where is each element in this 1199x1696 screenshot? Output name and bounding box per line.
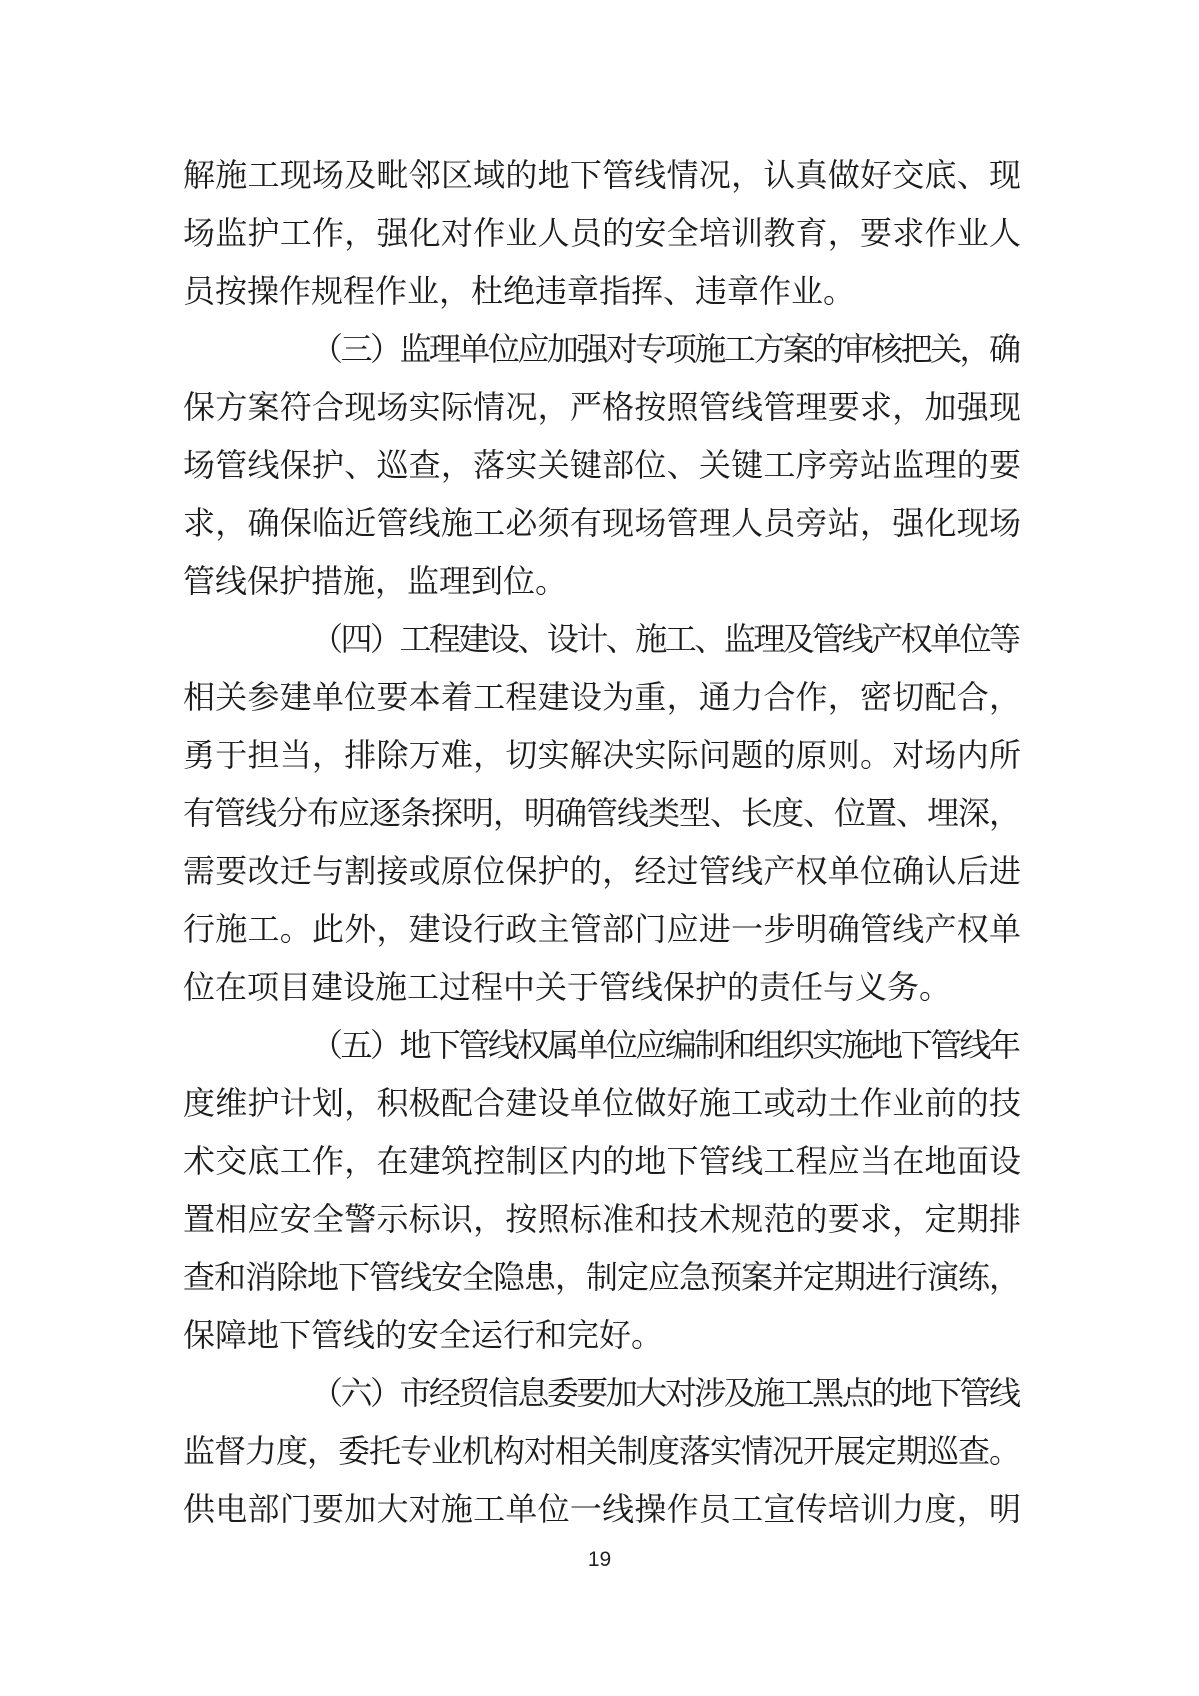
text-line-content: 解施工现场及毗邻区域的地下管线情况，认真做好交底、现	[183, 157, 1022, 193]
text-line	[183, 552, 1021, 610]
text-line	[183, 610, 1021, 668]
text-line	[183, 1306, 1021, 1364]
text-line-content: 保障地下管线的安全运行和完好。	[183, 1317, 664, 1353]
text-line	[183, 1248, 1021, 1306]
text-line-content: 查和消除地下管线安全隐患，制定应急预案并定期进行演练，	[183, 1259, 1021, 1295]
text-line-content: 置相应安全警示标识，按照标准和技术规范的要求，定期排	[183, 1201, 1022, 1237]
text-line	[183, 842, 1021, 900]
text-line-content: 行施工。此外，建设行政主管部门应进一步明确管线产权单	[183, 911, 1022, 947]
text-line-content: 术交底工作，在建筑控制区内的地下管线工程应当在地面设	[183, 1143, 1022, 1179]
text-line-content: 位在项目建设施工过程中关于管线保护的责任与义务。	[183, 969, 952, 1005]
text-line-content: 求，确保临近管线施工必须有现场管理人员旁站，强化现场	[183, 505, 1022, 541]
text-line	[183, 320, 1021, 378]
text-line-content: 场监护工作，强化对作业人员的安全培训教育，要求作业人	[183, 215, 1022, 251]
text-line	[183, 726, 1021, 784]
paragraph-item-4	[183, 610, 1021, 1016]
text-line-content: （五）地下管线权属单位应编制和组织实施地下管线年	[311, 1027, 1019, 1063]
text-line	[183, 146, 1021, 204]
text-line-content: 相关参建单位要本着工程建设为重，通力合作，密切配合，	[183, 679, 1022, 715]
paragraph-item-6	[183, 1364, 1021, 1538]
text-line	[183, 204, 1021, 262]
text-line	[183, 436, 1021, 494]
text-line-content: （三）监理单位应加强对专项施工方案的审核把关，确	[311, 331, 1019, 367]
text-line	[183, 1364, 1021, 1422]
text-line-content: 有管线分布应逐条探明，明确管线类型、长度、位置、埋深，	[183, 795, 1021, 831]
text-line	[183, 900, 1021, 958]
text-line-content: 供电部门要加大对施工单位一线操作员工宣传培训力度，明	[183, 1491, 1022, 1527]
page-number: 19	[587, 1548, 612, 1571]
text-line	[183, 262, 1021, 320]
text-line-content: 场管线保护、巡查，落实关键部位、关键工序旁站监理的要	[183, 447, 1022, 483]
text-line	[183, 958, 1021, 1016]
paragraph-item-5	[183, 1016, 1021, 1364]
text-line	[183, 1074, 1021, 1132]
text-line-content: （四）工程建设、设计、施工、监理及管线产权单位等	[311, 621, 1019, 657]
text-line	[183, 1016, 1021, 1074]
text-line	[183, 1190, 1021, 1248]
text-line	[183, 494, 1021, 552]
text-line-content: 勇于担当，排除万难，切实解决实际问题的原则。对场内所	[183, 737, 1022, 773]
paragraph-item-3	[183, 320, 1021, 610]
text-line-content: （六）市经贸信息委要加大对涉及施工黑点的地下管线	[311, 1375, 1019, 1411]
text-line-content: 监督力度，委托专业机构对相关制度落实情况开展定期巡查。	[183, 1433, 1021, 1469]
paragraph-continuation	[183, 146, 1021, 320]
text-line	[183, 378, 1021, 436]
text-line-content: 保方案符合现场实际情况，严格按照管线管理要求，加强现	[183, 389, 1022, 425]
text-line	[183, 668, 1021, 726]
text-line-content: 管线保护措施，监理到位。	[183, 563, 568, 599]
text-line	[183, 1480, 1021, 1538]
text-line-content: 度维护计划，积极配合建设单位做好施工或动土作业前的技	[183, 1085, 1022, 1121]
text-line	[183, 784, 1021, 842]
text-line	[183, 1422, 1021, 1480]
text-line-content: 员按操作规程作业，杜绝违章指挥、违章作业。	[183, 273, 856, 309]
body-text	[183, 146, 1021, 1538]
text-line	[183, 1132, 1021, 1190]
text-line-content: 需要改迁与割接或原位保护的，经过管线产权单位确认后进	[183, 853, 1022, 889]
